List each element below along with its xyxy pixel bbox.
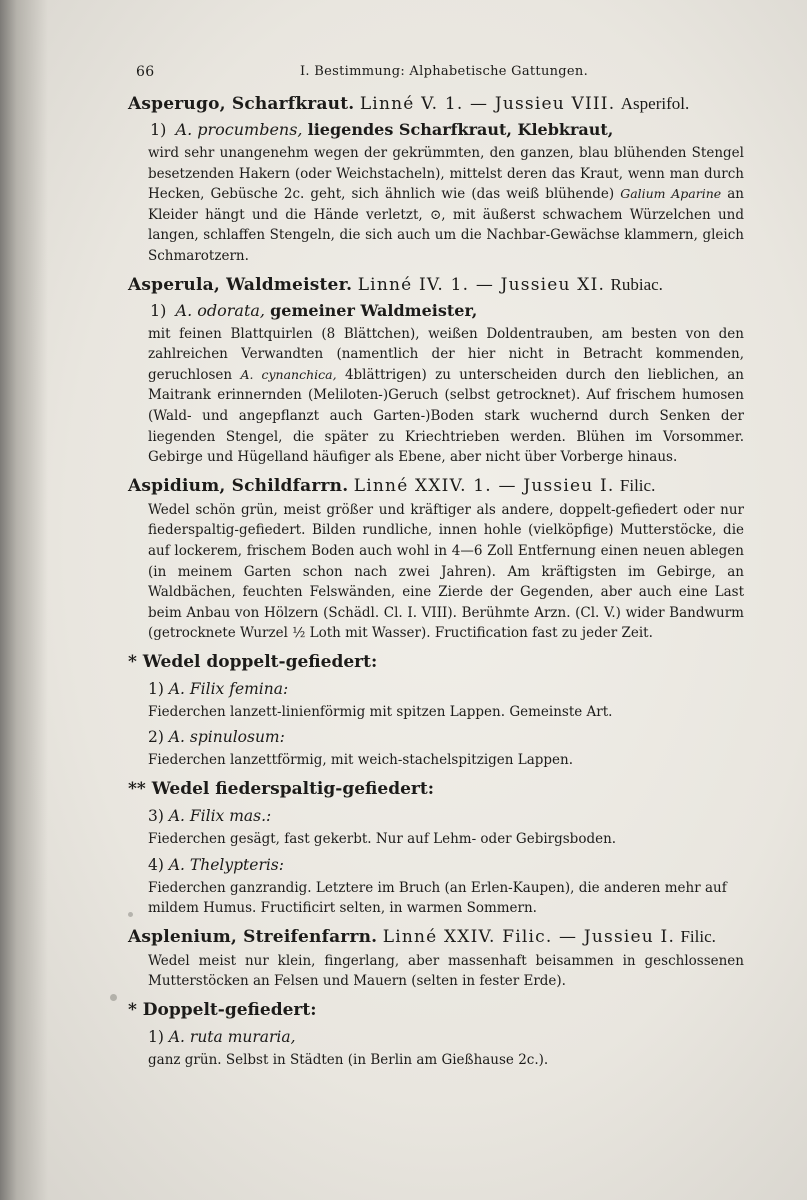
species-number: 1) [148,1028,164,1047]
species-common-name: liegendes Scharfkraut, Klebkraut, [307,120,614,139]
description-text: 4blättrigen) zu unterscheiden durch den lieblichen, an Maitrank erinnernden (Meliloten-)Geruch (selbst getrocknet). Auf frischem humosen (Wald- und angepflanzt auch Garten-)Boden stark wuchernd durch Senken der liegenden Stengel, die später zu Kriechtrieben werden. Blühen im Vorsommer. Gebirge und Hügelland häufiger als Ebene, aber nicht über Vorberge hinaus. [148,366,745,466]
species-heading [148,726,744,748]
page-number: 66 [136,64,155,80]
genus-name: Aspidium, Schildfarrn. [128,475,349,496]
species-latin-name: A. procumbens, [175,120,303,139]
species-heading [148,854,744,876]
running-head [128,60,744,86]
species-number: 1) [150,300,167,320]
species-description: ganz grün. Selbst in Städten (in Berlin am Gießhause 2c.). [148,1052,549,1069]
description-text: an Kleider hängt und die Hände verletzt, ⊙, mit äußerst schwachem Würzelchen und langen, schlaffen Stengeln, die sich auch um die Nachbar-Gewächse klammern, gleich Schmarotzern. [148,186,744,264]
species-number: 2) [148,728,164,747]
species-description: Fiederchen ganzrandig. Letztere im Bruch (an Erlen-Kaupen), die anderen mehr auf mildem Humus. Fructificirt selten, in warmen Sommern. [148,879,727,917]
group-heading: ** Wedel fiederspaltig-gefiedert: [128,779,434,800]
genus-name: Asplenium, Streifenfarrn. [128,926,378,947]
species-heading [148,1026,744,1048]
species-description: Fiederchen lanzett-linienförmig mit spitzen Lappen. Gemeinste Art. [148,703,613,720]
species-description [148,324,744,468]
genus-heading-aspidium [128,474,744,498]
running-title: I. Bestimmung: Alphabetische Gattungen. [300,64,589,79]
genus-name: Asperugo, Scharfkraut. [128,94,355,114]
genus-name: Asperula, Waldmeister. [128,274,353,295]
genus-authority: Linné XXIV. 1. — Jussieu I. [353,475,615,496]
species-latin-name: A. Thelypteris: [168,855,284,874]
species-number: 3) [148,807,164,826]
species-number: 4) [148,855,164,874]
genus-family: Filic. [680,926,716,946]
genus-heading-asperugo [128,92,744,116]
genus-authority: Linné XXIV. Filic. — Jussieu I. [382,926,676,947]
species-heading [150,299,744,322]
genus-heading-asperula [128,273,744,297]
binding-shadow [0,0,48,1200]
genus-heading-asplenium [128,925,744,949]
description-text: mit feinen Blattquirlen (8 Blättchen), weißen Doldentrauben, am besten von den zahlreichen Verwandten (namentlich der hier nicht in Betracht kommenden, geruchlosen [148,325,744,383]
species-latin-name: A. odorata, [175,300,265,320]
genus-authority: Linné IV. 1. — Jussieu XI. [357,274,606,295]
species-latin-name: A. Filix mas.: [168,807,272,826]
genus-description: Wedel schön grün, meist größer und kräftiger als andere, doppelt-gefiedert oder nur fiederspaltig-gefiedert. Bilden rundliche, innen hohle (vielköpfige) Mutterstöcke, die auf lockerem, frischem Boden auch wohl in 4—6 Zoll Entfernung einen neuen ablegen (in meinem Garten schon nach zwei Jahren). Am kräftigsten im Gebirge, an Waldbächen, feuchten Felswänden, eine Zierde der Gegenden, aber auch eine Last beim Anbau von Hölzern (Schädl. Cl. I. VIII). Berühmte Arzn. (Cl. V.) wider Bandwurm (getrocknete Wurzel ½ Loth mit Wasser). Fructification fast zu jeder Zeit. [148,501,744,642]
species-description: Fiederchen gesägt, fast gekerbt. Nur auf Lehm- oder Gebirgsboden. [148,831,617,848]
genus-family: Rubiac. [610,274,663,294]
genus-family: Asperifol. [620,94,690,113]
species-heading [148,678,744,700]
species-heading [148,805,744,827]
species-latin-name: A. spinulosum: [168,728,285,747]
group-heading: * Doppelt-gefiedert: [128,1000,317,1021]
species-common-name: gemeiner Waldmeister, [270,300,478,320]
page-content [128,60,744,1071]
species-description: Fiederchen lanzettförmig, mit weich-stachelspitzigen Lappen. [148,752,574,769]
genus-family: Filic. [619,475,656,495]
species-latin-name: A. Filix femina: [168,679,289,698]
genus-description: Wedel meist nur klein, fingerlang, aber massenhaft beisammen in geschlossenen Mutterstöcken an Felsen und Mauern (selten in fester Erde). [148,952,744,990]
species-latin-name: A. ruta muraria, [168,1028,296,1047]
species-number: 1) [148,679,164,698]
species-description [148,143,744,267]
ink-spot [110,994,117,1001]
description-italic: Galium Aparine [620,186,722,202]
species-number: 1) [150,120,167,139]
description-italic: A. cynanchica, [240,366,337,382]
genus-authority: Linné V. 1. — Jussieu VIII. [359,94,616,114]
group-heading: * Wedel doppelt-gefiedert: [128,651,378,672]
description-text: wird sehr unangenehm wegen der gekrümmten, den ganzen, blau blühenden Stengel besetzenden Hakern (oder Weichstacheln), mittelst deren das Kraut, wenn man durch Hecken, Gebüsche 2c. geht, sich ähnlich wie (das weiß blühende) [148,145,744,203]
species-heading [150,118,744,141]
